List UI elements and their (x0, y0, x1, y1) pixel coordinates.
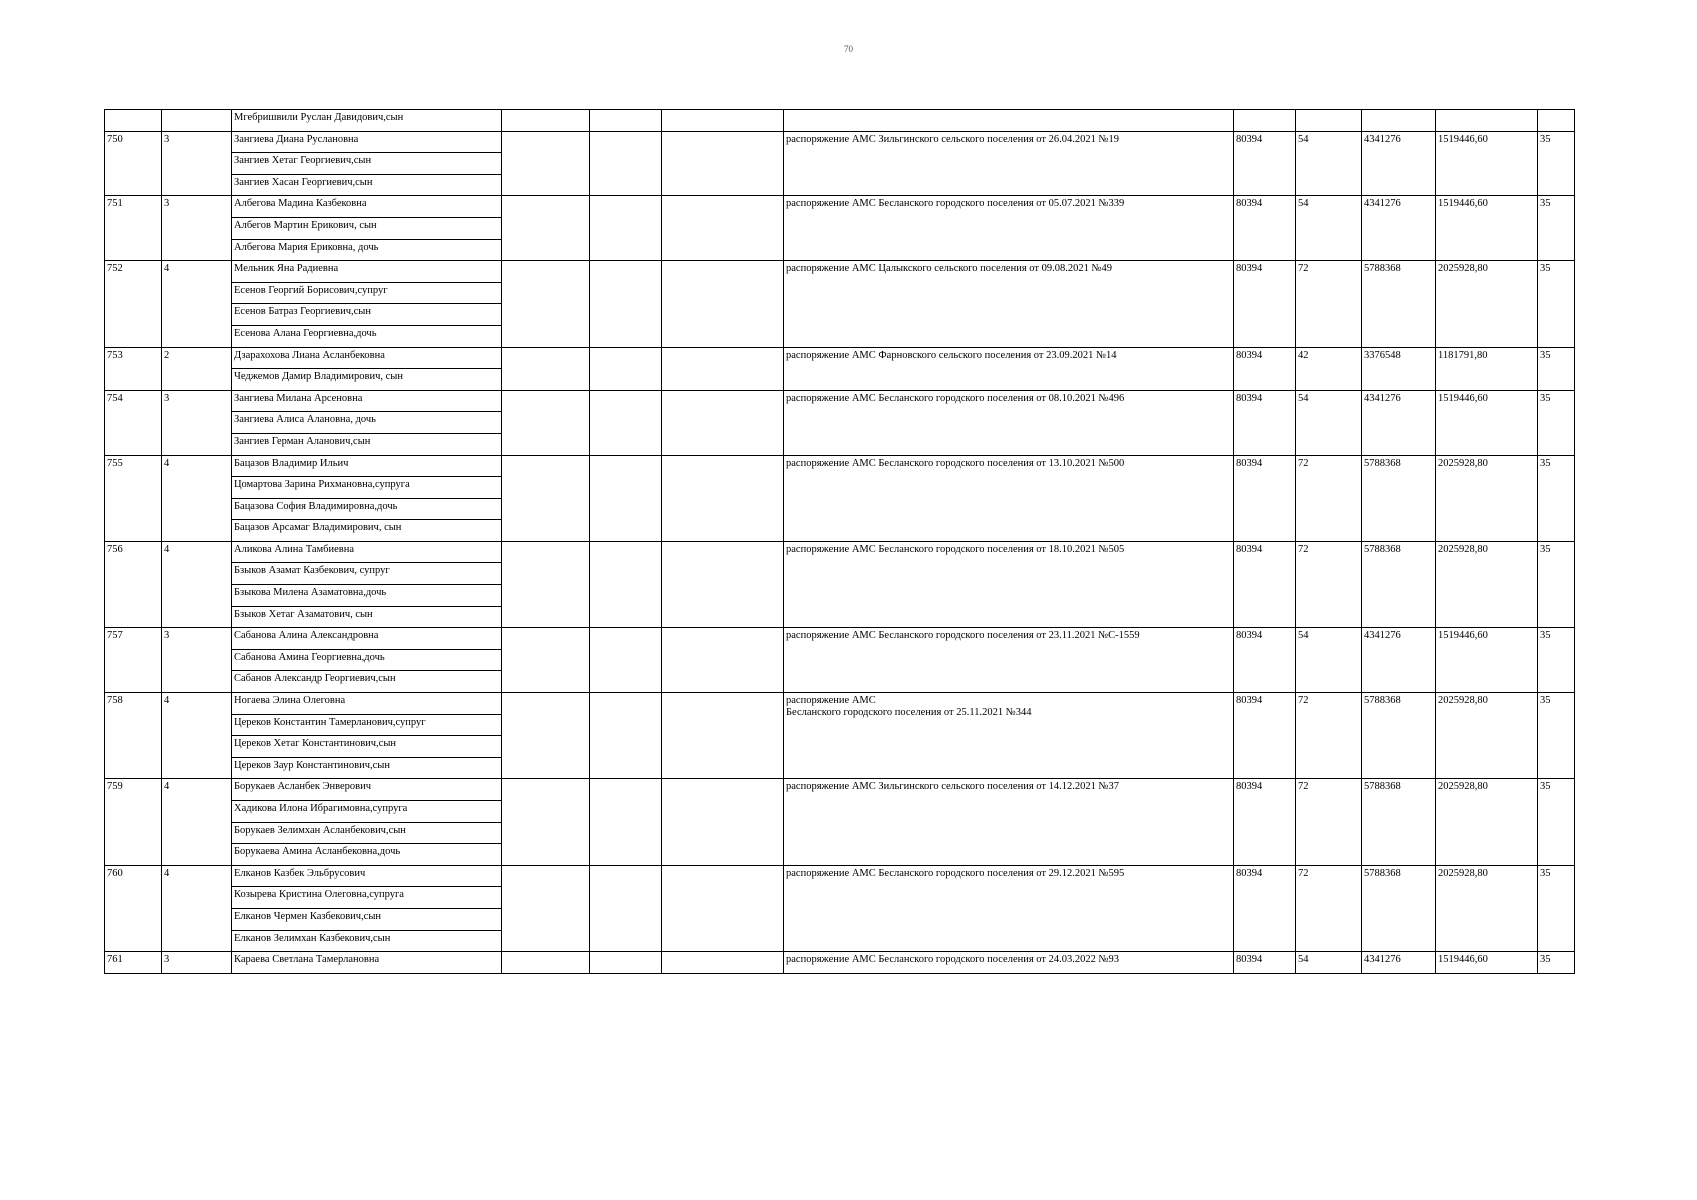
blank-cell (502, 347, 590, 390)
member-name-cell: Аликова Алина Тамбиевна (232, 541, 502, 563)
member-name-cell: Бзыков Хетаг Азаматович, сын (232, 606, 502, 628)
decree-text: распоряжение АМС (786, 695, 876, 707)
members-count-cell: 4 (162, 455, 232, 541)
member-name-cell: Мгебришвили Руслан Давидович,сын (232, 110, 502, 132)
decree-cell (784, 455, 1234, 541)
plot-number-cell: 80394 (1234, 196, 1296, 261)
member-name-cell: Зангиев Хетаг Георгиевич,сын (232, 153, 502, 175)
blank-cell (590, 110, 662, 132)
member-name-cell: Цереков Константин Тамерланович,супруг (232, 714, 502, 736)
plot-number-cell: 80394 (1234, 390, 1296, 455)
members-count-cell: 3 (162, 196, 232, 261)
member-name-cell: Хадикова Илона Ибрагимовна,супруга (232, 801, 502, 823)
member-name-cell: Зангиев Хасан Георгиевич,сын (232, 174, 502, 196)
cost-cell: 4341276 (1362, 628, 1436, 693)
blank-cell (502, 131, 590, 196)
area-cell: 54 (1296, 952, 1362, 974)
blank-cell (590, 347, 662, 390)
table-row (105, 628, 1575, 650)
percent-cell: 35 (1538, 455, 1575, 541)
amount-cell: 2025928,80 (1436, 261, 1538, 347)
member-name-cell: Зангиева Милана Арсеновна (232, 390, 502, 412)
decree-cell (784, 693, 1234, 779)
decree-text: распоряжение АМС Фарновского сельского поселения от 23.09.2021 №14 (786, 349, 1117, 361)
amount-cell: 1519446,60 (1436, 952, 1538, 974)
plot-number-cell: 80394 (1234, 541, 1296, 627)
table-row (105, 455, 1575, 477)
blank-cell (590, 693, 662, 779)
member-name-cell: Борукаева Амина Асланбековна,дочь (232, 844, 502, 866)
cost-cell: 5788368 (1362, 541, 1436, 627)
decree-text: распоряжение АМС Бесланского городского поселения от 08.10.2021 №496 (786, 392, 1125, 404)
area-cell: 42 (1296, 347, 1362, 390)
amount-cell: 2025928,80 (1436, 455, 1538, 541)
area-cell: 72 (1296, 541, 1362, 627)
entry-number-cell: 759 (105, 779, 162, 865)
decree-text: распоряжение АМС Зильгинского сельского поселения от 26.04.2021 №19 (786, 133, 1119, 145)
entry-number-cell: 753 (105, 347, 162, 390)
table-row (105, 110, 1575, 132)
entry-number-cell: 750 (105, 131, 162, 196)
member-name-cell: Ногаева Элина Олеговна (232, 693, 502, 715)
entry-number-cell: 760 (105, 865, 162, 951)
blank-cell (590, 131, 662, 196)
member-name-cell: Есенов Батраз Георгиевич,сын (232, 304, 502, 326)
area-cell: 54 (1296, 196, 1362, 261)
table-row (105, 261, 1575, 283)
member-name-cell: Албегова Мадина Казбековна (232, 196, 502, 218)
entry-number-cell: 757 (105, 628, 162, 693)
blank-cell (662, 196, 784, 261)
plot-number-cell: 80394 (1234, 261, 1296, 347)
member-name-cell: Зангиева Алиса Алановна, дочь (232, 412, 502, 434)
entry-number-cell: 755 (105, 455, 162, 541)
percent-cell (1538, 110, 1575, 132)
member-name-cell: Цомартова Зарина Рихмановна,супруга (232, 477, 502, 499)
member-name-cell: Бзыков Азамат Казбекович, супруг (232, 563, 502, 585)
members-count-cell (162, 110, 232, 132)
cost-cell: 4341276 (1362, 131, 1436, 196)
entry-number-cell: 758 (105, 693, 162, 779)
percent-cell: 35 (1538, 779, 1575, 865)
decree-text: распоряжение АМС Бесланского городского поселения от 13.10.2021 №500 (786, 457, 1125, 469)
member-name-cell: Албегова Мария Ериковна, дочь (232, 239, 502, 261)
member-name-cell: Бацазов Владимир Ильич (232, 455, 502, 477)
percent-cell: 35 (1538, 628, 1575, 693)
blank-cell (662, 693, 784, 779)
plot-number-cell: 80394 (1234, 347, 1296, 390)
member-name-cell: Бзыкова Милена Азаматовна,дочь (232, 585, 502, 607)
blank-cell (502, 196, 590, 261)
member-name-cell: Борукаев Асланбек Энверович (232, 779, 502, 801)
entry-number-cell: 754 (105, 390, 162, 455)
blank-cell (590, 779, 662, 865)
decree-cell (784, 952, 1234, 974)
member-name-cell: Елканов Чермен Казбекович,сын (232, 908, 502, 930)
blank-cell (662, 390, 784, 455)
members-count-cell: 3 (162, 952, 232, 974)
member-name-cell: Чеджемов Дамир Владимирович, сын (232, 369, 502, 391)
decree-cell (784, 628, 1234, 693)
decree-text: распоряжение АМС Бесланского городского поселения от 18.10.2021 №505 (786, 543, 1125, 555)
area-cell: 72 (1296, 779, 1362, 865)
blank-cell (662, 261, 784, 347)
table-row (105, 779, 1575, 801)
member-name-cell: Елканов Зелимхан Казбекович,сын (232, 930, 502, 952)
cost-cell: 4341276 (1362, 952, 1436, 974)
blank-cell (502, 952, 590, 974)
plot-number-cell: 80394 (1234, 779, 1296, 865)
table-row (105, 390, 1575, 412)
percent-cell: 35 (1538, 390, 1575, 455)
decree-text: распоряжение АМС Цалыкского сельского поселения от 09.08.2021 №49 (786, 263, 1113, 275)
table-row (105, 952, 1575, 974)
blank-cell (662, 131, 784, 196)
member-name-cell: Албегов Мартин Ерикович, сын (232, 217, 502, 239)
decree-cell (784, 196, 1234, 261)
blank-cell (662, 347, 784, 390)
table-row (105, 196, 1575, 218)
area-cell: 72 (1296, 693, 1362, 779)
registry-table (104, 109, 1575, 974)
decree-text: распоряжение АМС Зильгинского сельского поселения от 14.12.2021 №37 (786, 781, 1119, 793)
blank-cell (502, 455, 590, 541)
percent-cell: 35 (1538, 261, 1575, 347)
amount-cell: 2025928,80 (1436, 541, 1538, 627)
page-number: 70 (844, 44, 853, 54)
percent-cell: 35 (1538, 347, 1575, 390)
plot-number-cell: 80394 (1234, 131, 1296, 196)
decree-text: распоряжение АМС Бесланского городского поселения от 29.12.2021 №595 (786, 867, 1125, 879)
member-name-cell: Сабанова Алина Александровна (232, 628, 502, 650)
members-count-cell: 3 (162, 390, 232, 455)
entry-number-cell: 752 (105, 261, 162, 347)
blank-cell (590, 261, 662, 347)
members-count-cell: 4 (162, 693, 232, 779)
decree-text: распоряжение АМС Бесланского городского поселения от 24.03.2022 №93 (786, 954, 1120, 966)
blank-cell (502, 779, 590, 865)
decree-cell (784, 261, 1234, 347)
blank-cell (590, 628, 662, 693)
blank-cell (662, 110, 784, 132)
area-cell: 54 (1296, 390, 1362, 455)
amount-cell: 1519446,60 (1436, 131, 1538, 196)
entry-number-cell: 751 (105, 196, 162, 261)
members-count-cell: 3 (162, 628, 232, 693)
blank-cell (662, 541, 784, 627)
registry-body (105, 110, 1575, 974)
members-count-cell: 4 (162, 779, 232, 865)
cost-cell: 3376548 (1362, 347, 1436, 390)
amount-cell: 1181791,80 (1436, 347, 1538, 390)
member-name-cell: Борукаев Зелимхан Асланбекович,сын (232, 822, 502, 844)
blank-cell (662, 952, 784, 974)
members-count-cell: 3 (162, 131, 232, 196)
cost-cell: 5788368 (1362, 779, 1436, 865)
cost-cell: 5788368 (1362, 261, 1436, 347)
amount-cell (1436, 110, 1538, 132)
member-name-cell: Цереков Хетаг Константинович,сын (232, 736, 502, 758)
members-count-cell: 4 (162, 541, 232, 627)
blank-cell (502, 390, 590, 455)
blank-cell (590, 541, 662, 627)
member-name-cell: Мельник Яна Радиевна (232, 261, 502, 283)
blank-cell (502, 541, 590, 627)
decree-cell (784, 110, 1234, 132)
amount-cell: 2025928,80 (1436, 693, 1538, 779)
member-name-cell: Елканов Казбек Эльбрусович (232, 865, 502, 887)
member-name-cell: Козырева Кристина Олеговна,супруга (232, 887, 502, 909)
member-name-cell: Дзарахохова Лиана Асланбековна (232, 347, 502, 369)
blank-cell (590, 952, 662, 974)
member-name-cell: Есенов Георгий Борисович,супруг (232, 282, 502, 304)
table-row (105, 131, 1575, 153)
plot-number-cell: 80394 (1234, 628, 1296, 693)
member-name-cell: Зангиева Диана Руслановна (232, 131, 502, 153)
plot-number-cell: 80394 (1234, 455, 1296, 541)
blank-cell (662, 628, 784, 693)
table-row (105, 541, 1575, 563)
plot-number-cell: 80394 (1234, 952, 1296, 974)
amount-cell: 2025928,80 (1436, 865, 1538, 951)
blank-cell (502, 865, 590, 951)
blank-cell (502, 261, 590, 347)
percent-cell: 35 (1538, 952, 1575, 974)
members-count-cell: 4 (162, 261, 232, 347)
blank-cell (502, 693, 590, 779)
percent-cell: 35 (1538, 196, 1575, 261)
blank-cell (590, 196, 662, 261)
blank-cell (590, 390, 662, 455)
amount-cell: 1519446,60 (1436, 628, 1538, 693)
cost-cell: 4341276 (1362, 390, 1436, 455)
percent-cell: 35 (1538, 541, 1575, 627)
decree-text: Бесланского городского поселения от 25.11.2021 №344 (786, 707, 1032, 719)
amount-cell: 1519446,60 (1436, 390, 1538, 455)
member-name-cell: Есенова Алана Георгиевна,дочь (232, 325, 502, 347)
table-row (105, 693, 1575, 715)
percent-cell: 35 (1538, 865, 1575, 951)
members-count-cell: 4 (162, 865, 232, 951)
blank-cell (662, 865, 784, 951)
member-name-cell: Караева Светлана Тамерлановна (232, 952, 502, 974)
blank-cell (590, 865, 662, 951)
plot-number-cell (1234, 110, 1296, 132)
cost-cell: 5788368 (1362, 865, 1436, 951)
decree-cell (784, 390, 1234, 455)
table-row (105, 347, 1575, 369)
decree-text: распоряжение АМС Бесланского городского поселения от 23.11.2021 №С-1559 (786, 630, 1140, 642)
member-name-cell: Цереков Заур Константинович,сын (232, 757, 502, 779)
decree-cell (784, 779, 1234, 865)
entry-number-cell (105, 110, 162, 132)
percent-cell: 35 (1538, 693, 1575, 779)
member-name-cell: Зангиев Герман Аланович,сын (232, 433, 502, 455)
area-cell (1296, 110, 1362, 132)
plot-number-cell: 80394 (1234, 693, 1296, 779)
cost-cell: 5788368 (1362, 693, 1436, 779)
cost-cell: 4341276 (1362, 196, 1436, 261)
area-cell: 72 (1296, 261, 1362, 347)
cost-cell (1362, 110, 1436, 132)
blank-cell (502, 110, 590, 132)
area-cell: 54 (1296, 628, 1362, 693)
blank-cell (662, 455, 784, 541)
plot-number-cell: 80394 (1234, 865, 1296, 951)
decree-text: распоряжение АМС Бесланского городского поселения от 05.07.2021 №339 (786, 198, 1125, 210)
area-cell: 72 (1296, 455, 1362, 541)
blank-cell (502, 628, 590, 693)
members-count-cell: 2 (162, 347, 232, 390)
entry-number-cell: 756 (105, 541, 162, 627)
member-name-cell: Сабанова Амина Георгиевна,дочь (232, 649, 502, 671)
blank-cell (590, 455, 662, 541)
member-name-cell: Бацазова София Владимировна,дочь (232, 498, 502, 520)
amount-cell: 1519446,60 (1436, 196, 1538, 261)
member-name-cell: Бацазов Арсамаг Владимирович, сын (232, 520, 502, 542)
decree-cell (784, 131, 1234, 196)
percent-cell: 35 (1538, 131, 1575, 196)
cost-cell: 5788368 (1362, 455, 1436, 541)
amount-cell: 2025928,80 (1436, 779, 1538, 865)
entry-number-cell: 761 (105, 952, 162, 974)
table-row (105, 865, 1575, 887)
area-cell: 54 (1296, 131, 1362, 196)
decree-cell (784, 347, 1234, 390)
member-name-cell: Сабанов Александр Георгиевич,сын (232, 671, 502, 693)
area-cell: 72 (1296, 865, 1362, 951)
decree-cell (784, 541, 1234, 627)
decree-cell (784, 865, 1234, 951)
blank-cell (662, 779, 784, 865)
